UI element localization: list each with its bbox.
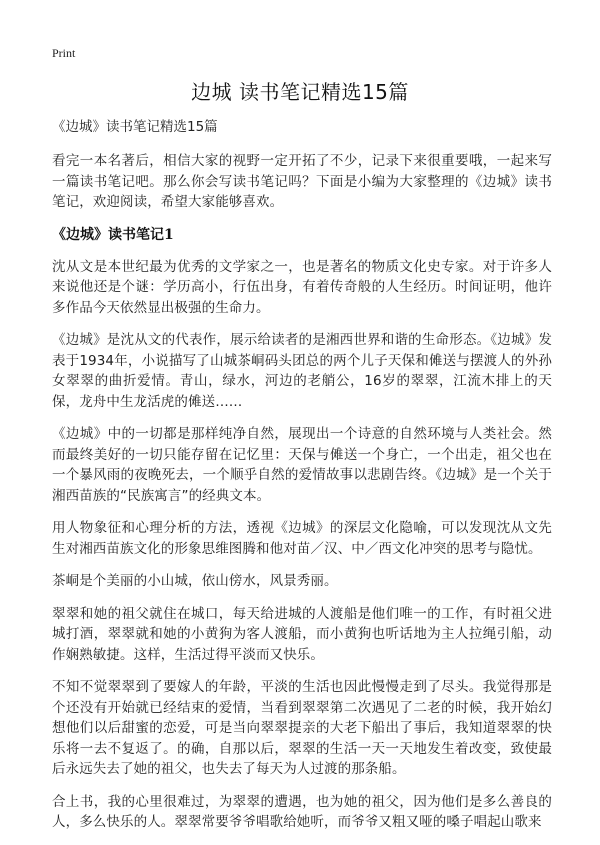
paragraph: 不知不觉翠翠到了要嫁人的年龄，平淡的生活也因此慢慢走到了尽头。我觉得那是个还没有开始就已经结束的爱情，当看到翠翠第二次遇见了二老的时候，我开始幻想他们以后甜蜜的恋爱，可是当向翠翠提亲的大老下船出了事后，我知道翠翠的快乐将一去不复返了。的确，自那以后，翠翠的生活一天一天地发生着改变，致使最后永远失去了她的祖父，也失去了每天为人过渡的那条船。 [52,679,552,777]
section-notes-1 [52,225,552,833]
print-link[interactable]: Print [52,46,76,60]
page-title: 边城 读书笔记精选15篇 [191,80,409,104]
paragraph: 翠翠和她的祖父就住在城口，每天给进城的人渡船是他们唯一的工作，有时祖父进城打酒，翠翠就和她的小黄狗为客人渡船，而小黄狗也听话地为主人拉绳引船，动作娴熟敏捷。这样，生活过得平淡而又快乐。 [52,605,552,663]
document-body [52,117,552,845]
paragraph: 《边城》中的一切都是那样纯净自然，展现出一个诗意的自然环境与人类社会。然而最终美好的一切只能存留在记忆里：天保与傩送一个身亡，一个出走，祖父也在一个暴风雨的夜晚死去，一个顺乎自然的爱情故事以悲剧告终。《边城》是一个关于湘西苗族的“民族寓言”的经典文本。 [52,426,552,504]
section-heading: 《边城》读书笔记1 [52,226,174,243]
paragraph: 合上书，我的心里很难过，为翠翠的遭遇，也为她的祖父，因为他们是多么善良的人，多么快乐的人。翠翠常要爷爷唱歌给她听，而爷爷又粗又哑的嗓子唱起山歌来 [52,793,552,830]
paragraph: 《边城》是沈从文的代表作，展示给读者的是湘西世界和谐的生命形态。《边城》发表于1934年，小说描写了山城茶峒码头团总的两个儿子天保和傩送与摆渡人的外孙女翠翠的曲折爱情。青山，绿水，河边的老艄公，16岁的翠翠，江流木排上的天保，龙舟中生龙活虎的傩送…… [52,332,552,410]
intro-paragraph: 看完一本名著后，相信大家的视野一定开拓了不少，记录下来很重要哦，一起来写一篇读书笔记吧。那么你会写读书笔记吗？下面是小编为大家整理的《边城》读书笔记，欢迎阅读，希望大家能够喜欢。 [52,153,552,210]
paragraph: 茶峒是个美丽的小山城，依山傍水，风景秀丽。 [52,573,338,589]
paragraph: 用人物象征和心理分析的方法，透视《边城》的深层文化隐喻，可以发现沈从文先生对湘西苗族文化的形象思维图腾和他对苗／汉、中／西文化冲突的思考与隐忧。 [52,520,552,557]
paragraph: 沈从文是本世纪最为优秀的文学家之一，也是著名的物质文化史专家。对于许多人来说他还是个谜：学历高小，行伍出身，有着传奇般的人生经历。时间证明，他许多作品今天依然显出极强的生命力。 [52,258,552,316]
document-subtitle: 《边城》读书笔记精选15篇 [52,119,218,135]
